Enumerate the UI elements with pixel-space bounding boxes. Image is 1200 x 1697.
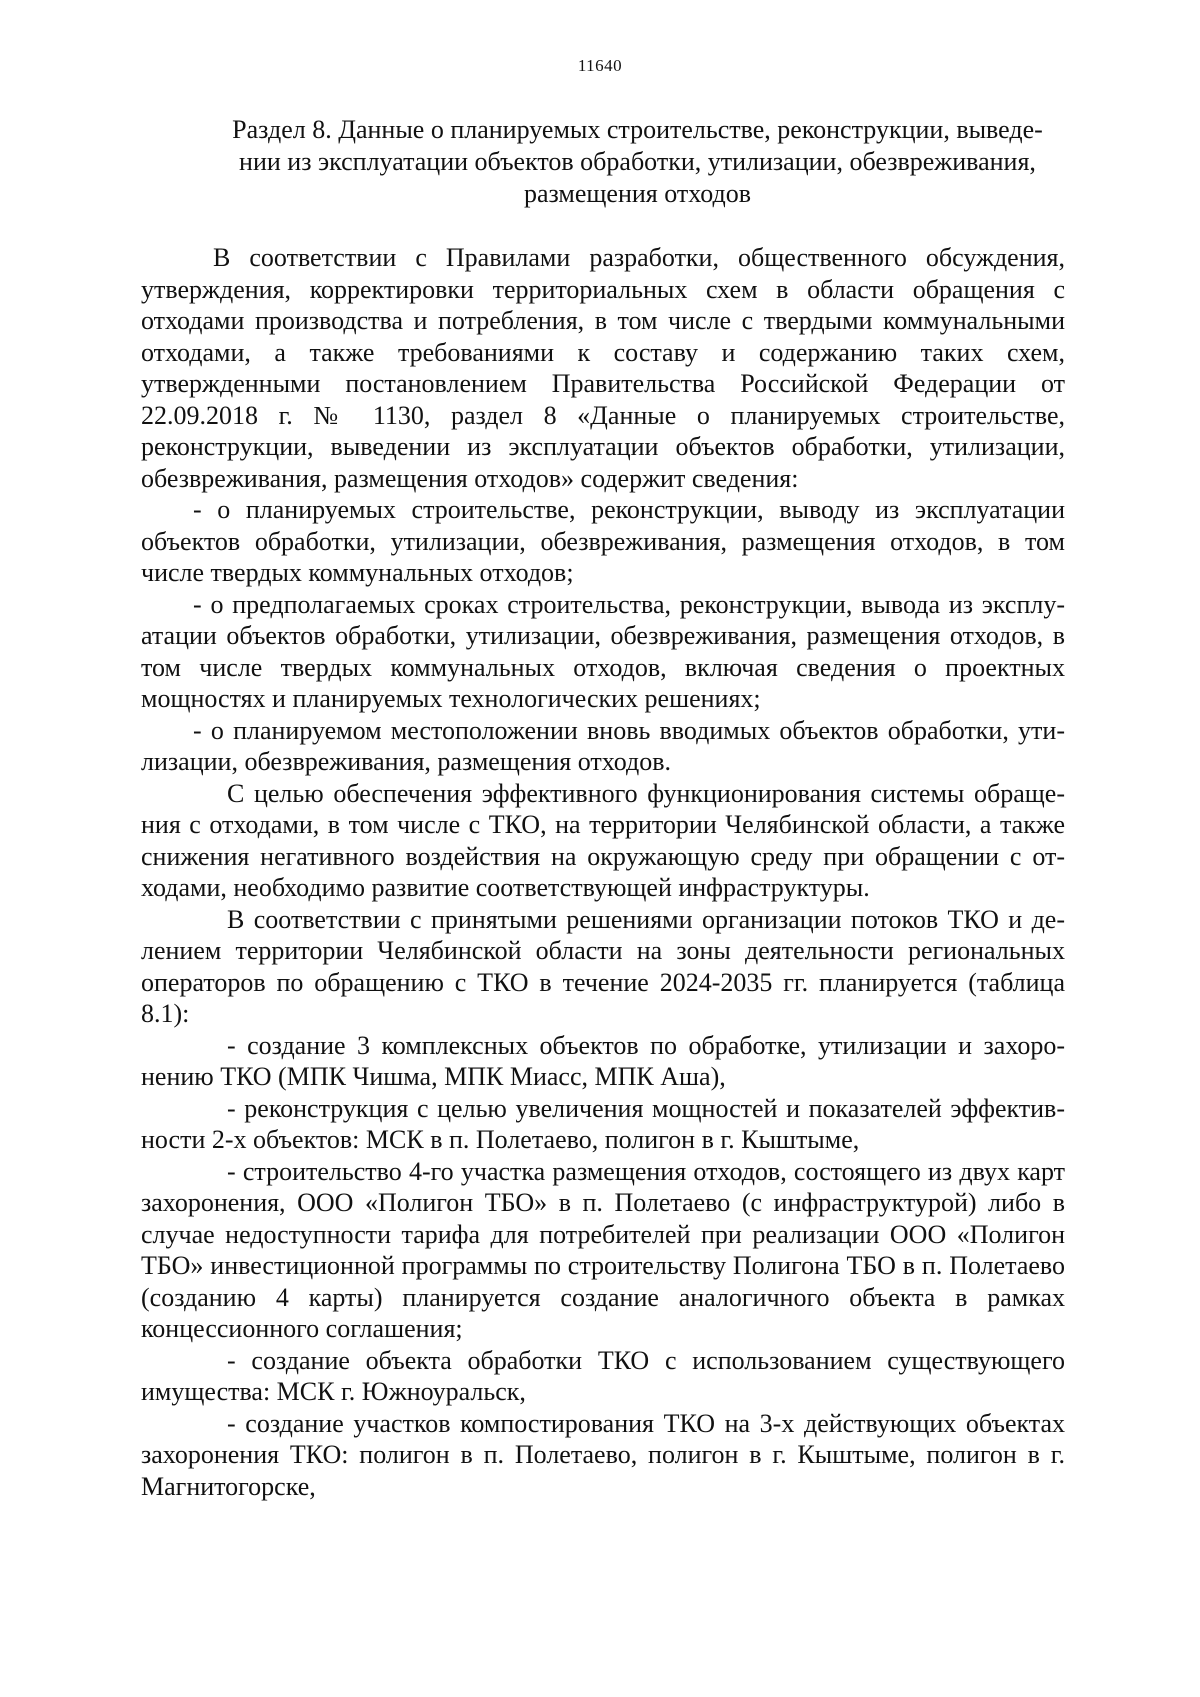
purpose-paragraph: С целью обеспечения эффективного функционирования системы обраще-ния с отходами, в том числе с ТКО, на территории Челябинской области, а также снижения негативного воздействия на окружающую среду при обращении с от-ходами, необходимо развитие соответствующей инфраструктуры. (141, 778, 1065, 902)
list-item-planned-construction: - о планируемых строительстве, реконструкции, выводу из эксплуатации объектов обработки, утилизации, обезвреживания, размещения отходов, в том числе твердых коммунальных отходов; (141, 495, 1065, 587)
list-item-landfill-section: - строительство 4-го участка размещения отходов, состоящего из двух карт захоронения, ООО «Полигон ТБО» в п. Полетаево (с инфраструктурой) либо в случае недоступности тарифа для потребителей при реализации ООО «Полигон ТБО» инвестиционной программы по строительству Полигона ТБО в п. Полетаево (созданию 4 карты) планируется создание аналогичного объекта в рамках концессионного соглашения; (141, 1156, 1065, 1343)
list-item-planned-timelines: - о предполагаемых сроках строительства, реконструкции, вывода из эксплу-атации объектов обработки, утилизации, обезвреживания, размещения отходов, в том числе твердых коммунальных отходов, включая сведения о проектных мощностях и планируемых технологических решениях; (141, 589, 1065, 713)
list-item-planned-location: - о планируемом местоположении вновь вводимых объектов обработки, ути-лизации, обезвреживания, размещения отходов. (141, 715, 1065, 776)
list-item-processing-object: - создание объекта обработки ТКО с использованием существующего имущества: МСК г. Южноуральск, (141, 1345, 1065, 1406)
body-text (141, 242, 1065, 1502)
plan-paragraph: В соответствии с принятыми решениями организации потоков ТКО и де-лением территории Челябинской области на зоны деятельности региональных операторов по обращению с ТКО в течение 2024-2035 гг. планируется (таблица 8.1): (141, 904, 1065, 1028)
page-number: 11640 (577, 56, 623, 75)
list-item-complex-objects: - создание 3 комплексных объектов по обработке, утилизации и захоро-нению ТКО (МПК Чишма, МПК Миасс, МПК Аша), (141, 1030, 1065, 1091)
section-heading-line: Раздел 8. Данные о планируемых строительстве, реконструкции, выведе- (232, 115, 1043, 144)
section-heading-line: размещения отходов (523, 179, 752, 208)
intro-paragraph: В соответствии с Правилами разработки, общественного обсуждения, утверждения, корректировки территориальных схем в области обращения с отходами производства и потребления, в том числе с твердыми коммунальными отходами, а также требованиями к составу и содержанию таких схем, утвержденными постановлением Правительства Российской Федерации от 22.09.2018 г. № 1130, раздел 8 «Данные о планируемых строительстве, реконструкции, выведении из эксплуатации объектов обработки, утилизации, обезвреживания, размещения отходов» содержит сведения: (141, 243, 1065, 493)
section-heading-line: нии из эксплуатации объектов обработки, утилизации, обезвреживания, (239, 147, 1036, 176)
list-item-composting: - создание участков компостирования ТКО на 3-х действующих объектах захоронения ТКО: полигон в п. Полетаево, полигон в г. Кыштыме, полигон в г. Магнитогорске, (141, 1408, 1065, 1501)
section-heading (210, 114, 1065, 210)
list-item-reconstruction: - реконструкция с целью увеличения мощностей и показателей эффектив-ности 2-х объектов: МСК в п. Полетаево, полигон в г. Кыштыме, (141, 1093, 1065, 1154)
